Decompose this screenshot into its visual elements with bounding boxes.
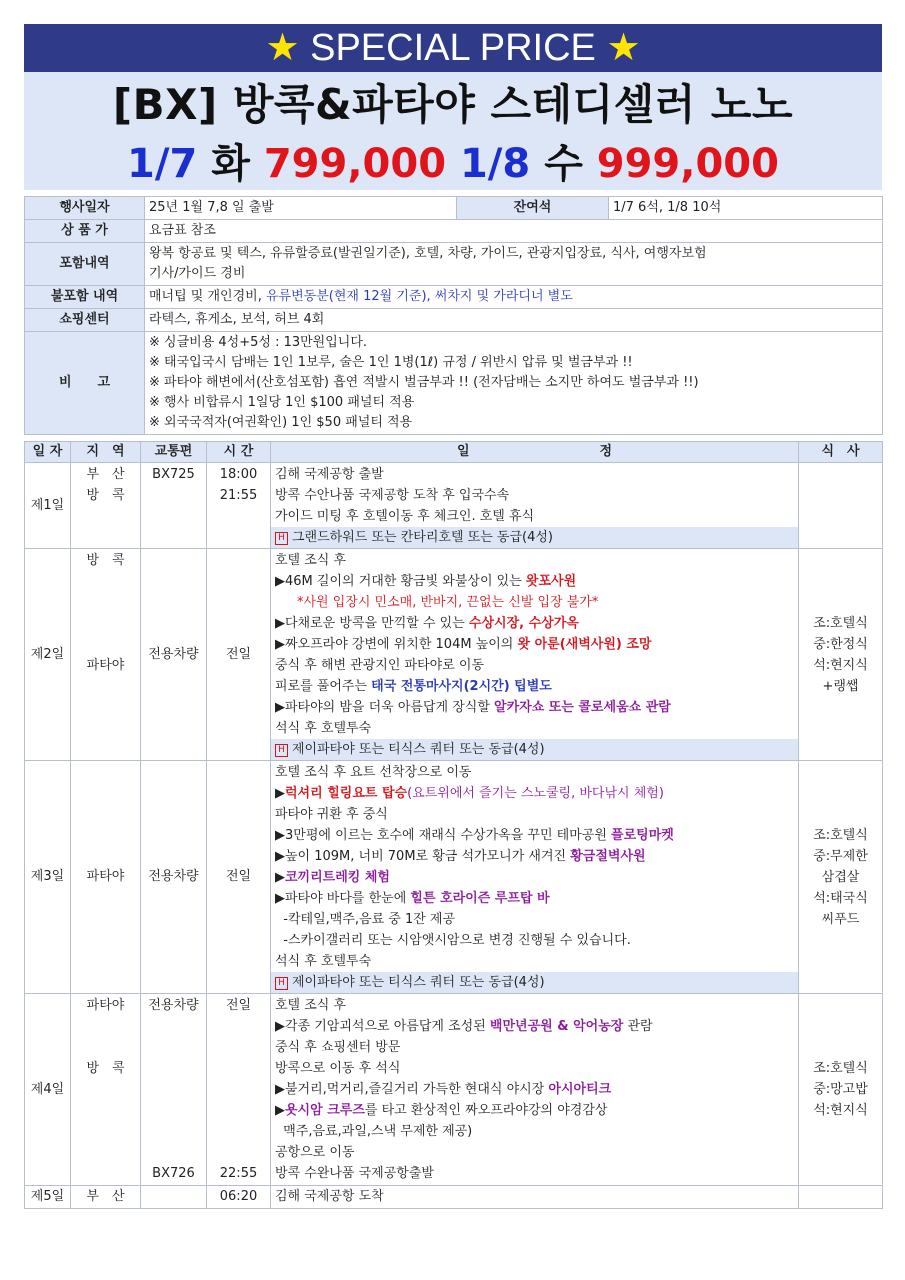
itinerary-line xyxy=(275,825,794,846)
itinerary-text: ▶3만평에 이르는 호수에 재래식 수상가옥을 꾸민 테마공원 xyxy=(275,828,612,843)
excluded-value xyxy=(145,286,883,309)
transport-text: BX725 xyxy=(152,467,195,482)
day-region xyxy=(71,549,141,761)
day-label: 제3일 xyxy=(25,761,71,994)
day-time xyxy=(207,994,271,1186)
itinerary-line: -칵테일,맥주,음료 중 1잔 제공 xyxy=(275,912,456,927)
seats-label: 잔여석 xyxy=(457,197,609,220)
region-text: 부 산 xyxy=(86,467,125,482)
schedule-table xyxy=(24,441,883,1209)
day-meal xyxy=(799,549,883,761)
notes-value xyxy=(145,332,883,435)
day-transport: 전용차량 xyxy=(141,761,207,994)
excluded-highlight: 유류변동분(현재 12월 기준), 써차지 및 가라디너 별도 xyxy=(266,289,573,304)
itinerary-line xyxy=(275,867,794,888)
hotel-icon: H xyxy=(275,977,288,990)
day-itinerary xyxy=(271,463,799,549)
itinerary-text: ▶짜오프라야 강변에 위치한 104M 높이의 xyxy=(275,637,518,652)
day-region xyxy=(71,994,141,1186)
day-2: 수 xyxy=(544,141,583,187)
title-banner xyxy=(24,72,882,190)
itinerary-line xyxy=(275,1016,794,1037)
hotel-text: 제이파타야 또는 티식스 쿼터 또는 동급(4성) xyxy=(292,742,545,757)
itinerary-text: ▶높이 109M, 너비 70M로 황금 석가모니가 새겨진 xyxy=(275,849,571,864)
hotel-text: 그랜드하워드 또는 칸타리호텔 또는 동급(4성) xyxy=(292,530,553,545)
note-line: ※ 태국입국시 담배는 1인 1보루, 술은 1인 1병(1ℓ) 규정 / 위반시 압류 및 벌금부과 !! xyxy=(149,355,633,370)
meal-text: 조:호텔식 xyxy=(813,1061,868,1076)
info-row-date xyxy=(25,197,883,220)
day-1: 화 xyxy=(211,141,250,187)
schedule-header-row xyxy=(25,442,883,463)
seats-value: 1/7 6석, 1/8 10석 xyxy=(609,197,883,220)
day-label: 제5일 xyxy=(25,1186,71,1209)
region-text: 파타야 xyxy=(86,998,125,1013)
itinerary-line: 김해 국제공항 출발 xyxy=(275,467,384,482)
day-time: 전일 xyxy=(207,549,271,761)
itinerary-line xyxy=(275,613,794,634)
itinerary-line xyxy=(275,634,794,655)
meal-text: 석:현지식 xyxy=(813,1103,868,1118)
itinerary-line: 석식 후 호텔투숙 xyxy=(275,721,372,736)
special-price-banner xyxy=(24,24,882,72)
included-value xyxy=(145,243,883,286)
header-meal: 식 사 xyxy=(799,442,883,463)
itinerary-highlight: 태국 전통마사지(2시간) 팁별도 xyxy=(371,679,552,694)
itinerary-highlight: 왓 아룬(새벽사원) 조망 xyxy=(517,637,652,652)
itinerary-line xyxy=(275,783,794,804)
itinerary-line: 중식 후 쇼핑센터 방문 xyxy=(275,1040,401,1055)
note-line: ※ 외국국적자(여권확인) 1인 $50 패널티 적용 xyxy=(149,415,413,430)
price-label: 상 품 가 xyxy=(25,220,145,243)
itinerary-line: 호텔 조식 후 xyxy=(275,553,347,568)
itinerary-highlight: 왓포사원 xyxy=(525,574,577,589)
day-row-5 xyxy=(25,1186,883,1209)
day-time: 06:20 xyxy=(207,1186,271,1209)
time-text: 전일 xyxy=(225,998,252,1013)
itinerary-highlight: 욧시암 크루즈 xyxy=(285,1103,365,1118)
info-row-price xyxy=(25,220,883,243)
info-row-included xyxy=(25,243,883,286)
header-transport: 교통편 xyxy=(141,442,207,463)
itinerary-text: ▶파타야의 밤을 더욱 아름답게 장식할 xyxy=(275,700,495,715)
hotel-line xyxy=(271,527,798,548)
day-row-4 xyxy=(25,994,883,1186)
itinerary-line: 공항으로 이동 xyxy=(275,1145,355,1160)
itinerary-line xyxy=(275,676,794,697)
itinerary-text: ▶불거리,먹거리,즐길거리 가득한 현대식 야시장 xyxy=(275,1082,549,1097)
day-transport xyxy=(141,463,207,549)
meal-text: 중:무제한 xyxy=(813,848,868,864)
note-line: ※ 파타야 해변에서(산호섬포함) 흡연 적발시 벌금부과 !! (전자담배는 소지만 하여도 벌금부과 !!) xyxy=(149,375,699,390)
date-2: 1/8 xyxy=(459,141,531,187)
day-region: 부 산 xyxy=(71,1186,141,1209)
itinerary-line xyxy=(275,846,794,867)
itinerary-line: 맥주,음료,과일,스낵 무제한 제공) xyxy=(275,1124,473,1139)
price-2: 999,000 xyxy=(596,141,779,187)
itinerary-text: ▶46M 길이의 거대한 황금빛 와불상이 있는 xyxy=(275,574,526,589)
hotel-line xyxy=(271,972,798,993)
time-text: 21:55 xyxy=(219,488,258,503)
itinerary-highlight: 백만년공원 & 악어농장 xyxy=(489,1019,624,1034)
day-region: 파타야 xyxy=(71,761,141,994)
itinerary-line xyxy=(275,571,794,592)
day-transport: 전용차량 xyxy=(141,549,207,761)
day-itinerary: 김해 국제공항 도착 xyxy=(271,1186,799,1209)
excluded-text: 매너팁 및 개인경비, xyxy=(149,289,266,304)
itinerary-line: 파타야 귀환 후 중식 xyxy=(275,807,388,822)
itinerary-line: 방콕 수안나품 국제공항 도착 후 입국수속 xyxy=(275,488,510,503)
itinerary-highlight: 아시아티크 xyxy=(548,1082,612,1097)
day-row-1 xyxy=(25,463,883,549)
included-line: 기사/가이드 경비 xyxy=(149,266,246,281)
transport-text: 전용차량 xyxy=(148,998,199,1013)
meal-text: 석:현지식 xyxy=(813,657,868,673)
included-line: 왕복 항공료 및 텍스, 유류할증료(발권일기준), 호텔, 차량, 가이드, 관광지입장료, 식사, 여행자보험 xyxy=(149,246,707,261)
itinerary-line: 방콕으로 이동 후 석식 xyxy=(275,1061,401,1076)
itinerary-line xyxy=(275,697,794,718)
note-line: ※ 싱글비용 4성+5성 : 13만원입니다. xyxy=(149,335,368,350)
info-row-excluded xyxy=(25,286,883,309)
day-itinerary xyxy=(271,549,799,761)
included-label: 포함내역 xyxy=(25,243,145,286)
meal-text: 조:호텔식 xyxy=(813,615,868,631)
header-region: 지 역 xyxy=(71,442,141,463)
itinerary-line: 호텔 조식 후 요트 선착장으로 이동 xyxy=(275,765,472,780)
itinerary-highlight: 수상시장, 수상가옥 xyxy=(468,616,579,631)
day-time xyxy=(207,463,271,549)
day-meal xyxy=(799,994,883,1186)
day-label: 제1일 xyxy=(25,463,71,549)
info-row-notes xyxy=(25,332,883,435)
date-1: 1/7 xyxy=(127,141,198,187)
itinerary-line xyxy=(275,1079,794,1100)
meal-text: 중:한정식 xyxy=(813,636,868,652)
special-price-label: SPECIAL PRICE xyxy=(310,27,596,69)
day-row-2 xyxy=(25,549,883,761)
day-row-3 xyxy=(25,761,883,994)
day-itinerary xyxy=(271,761,799,994)
price-1: 799,000 xyxy=(263,141,447,187)
meal-text: 삼겹살 xyxy=(821,869,860,885)
itinerary-text: ▶ xyxy=(275,1103,285,1118)
itinerary-line: 석식 후 호텔투숙 xyxy=(275,954,372,969)
itinerary-highlight: 코끼리트레킹 체험 xyxy=(285,870,390,885)
itinerary-line: 중식 후 해변 관광지인 파타야로 이동 xyxy=(275,658,485,673)
day-time: 전일 xyxy=(207,761,271,994)
day-label: 제4일 xyxy=(25,994,71,1186)
day-meal xyxy=(799,1186,883,1209)
itinerary-text: 피로를 풀어주는 xyxy=(275,679,372,694)
hotel-text: 제이파타야 또는 티식스 쿼터 또는 동급(4성) xyxy=(292,975,545,990)
day-itinerary xyxy=(271,994,799,1186)
region-text: 방 콕 xyxy=(86,488,125,503)
day-region xyxy=(71,463,141,549)
price-line xyxy=(24,138,882,190)
meal-text: +랭쌥 xyxy=(822,678,859,694)
day-meal xyxy=(799,463,883,549)
meal-text: 석:태국식 xyxy=(813,890,868,906)
product-title: [BX] 방콕&파타야 스테디셀러 노노 xyxy=(112,80,794,129)
itinerary-text: (요트위에서 즐기는 스노쿨링, 바다낚시 체험) xyxy=(407,786,664,801)
notes-label: 비 고 xyxy=(25,332,145,435)
star-icon: ★ xyxy=(265,27,300,69)
itinerary-line: 호텔 조식 후 xyxy=(275,998,347,1013)
hotel-icon: H xyxy=(275,532,288,545)
time-text: 18:00 xyxy=(219,467,258,482)
itinerary-text: ▶각종 기암괴석으로 아름답게 조성된 xyxy=(275,1019,490,1034)
shopping-label: 쇼핑센터 xyxy=(25,309,145,332)
meal-text: 씨푸드 xyxy=(821,911,860,927)
time-text: 22:55 xyxy=(219,1166,258,1181)
itinerary-line: 방콕 수완나품 국제공항출발 xyxy=(275,1166,434,1181)
itinerary-highlight: 럭셔리 힐링요트 탑승 xyxy=(285,786,408,801)
itinerary-line xyxy=(275,888,794,909)
itinerary-line: -스카이갤러리 또는 시암앳시암으로 변경 진행될 수 있습니다. xyxy=(275,933,631,948)
date-value: 25년 1월 7,8 일 출발 xyxy=(145,197,457,220)
info-row-shopping xyxy=(25,309,883,332)
region-text: 방 콕 xyxy=(86,553,125,568)
hotel-icon: H xyxy=(275,744,288,757)
day-transport xyxy=(141,1186,207,1209)
itinerary-highlight: 힐튼 호라이즌 루프탑 바 xyxy=(410,891,550,906)
itinerary-text: ▶ xyxy=(275,786,285,801)
hotel-line xyxy=(271,739,798,760)
itinerary-text: 관람 xyxy=(623,1019,653,1034)
itinerary-line: 가이드 미팅 후 호텔이동 후 체크인. 호텔 휴식 xyxy=(275,509,535,524)
header-date: 일 자 xyxy=(25,442,71,463)
region-text: 파타야 xyxy=(86,658,125,673)
itinerary-highlight: 알카자쇼 또는 콜로세움쇼 관람 xyxy=(494,700,671,715)
header-time: 시 간 xyxy=(207,442,271,463)
itinerary-text: ▶다채로운 방콕을 만끽할 수 있는 xyxy=(275,616,469,631)
itinerary-highlight: 플로팅마켓 xyxy=(611,828,674,843)
info-table xyxy=(24,196,883,435)
price-value: 요금표 참조 xyxy=(145,220,883,243)
region-text: 방 콕 xyxy=(86,1061,125,1076)
date-label: 행사일자 xyxy=(25,197,145,220)
itinerary-line: *사원 입장시 민소매, 반바지, 끈없는 신발 입장 불가* xyxy=(297,595,599,610)
excluded-label: 불포함 내역 xyxy=(25,286,145,309)
day-meal xyxy=(799,761,883,994)
itinerary-text: 를 타고 환상적인 짜오프라야강의 야경감상 xyxy=(364,1103,608,1118)
itinerary-text: ▶파타야 바다를 한눈에 xyxy=(275,891,411,906)
star-icon: ★ xyxy=(606,27,641,69)
meal-text: 중:망고밥 xyxy=(813,1082,868,1097)
transport-text: BX726 xyxy=(152,1166,195,1181)
note-line: ※ 행사 비합류시 1일당 1인 $100 패널티 적용 xyxy=(149,395,415,410)
day-transport xyxy=(141,994,207,1186)
itinerary-line xyxy=(275,1100,794,1121)
day-label: 제2일 xyxy=(25,549,71,761)
shopping-value: 라텍스, 휴게소, 보석, 허브 4회 xyxy=(145,309,883,332)
itinerary-highlight: 황금절벽사원 xyxy=(570,849,646,864)
itinerary-text: ▶ xyxy=(275,870,285,885)
header-itinerary: 일 정 xyxy=(271,442,799,463)
meal-text: 조:호텔식 xyxy=(813,827,868,843)
